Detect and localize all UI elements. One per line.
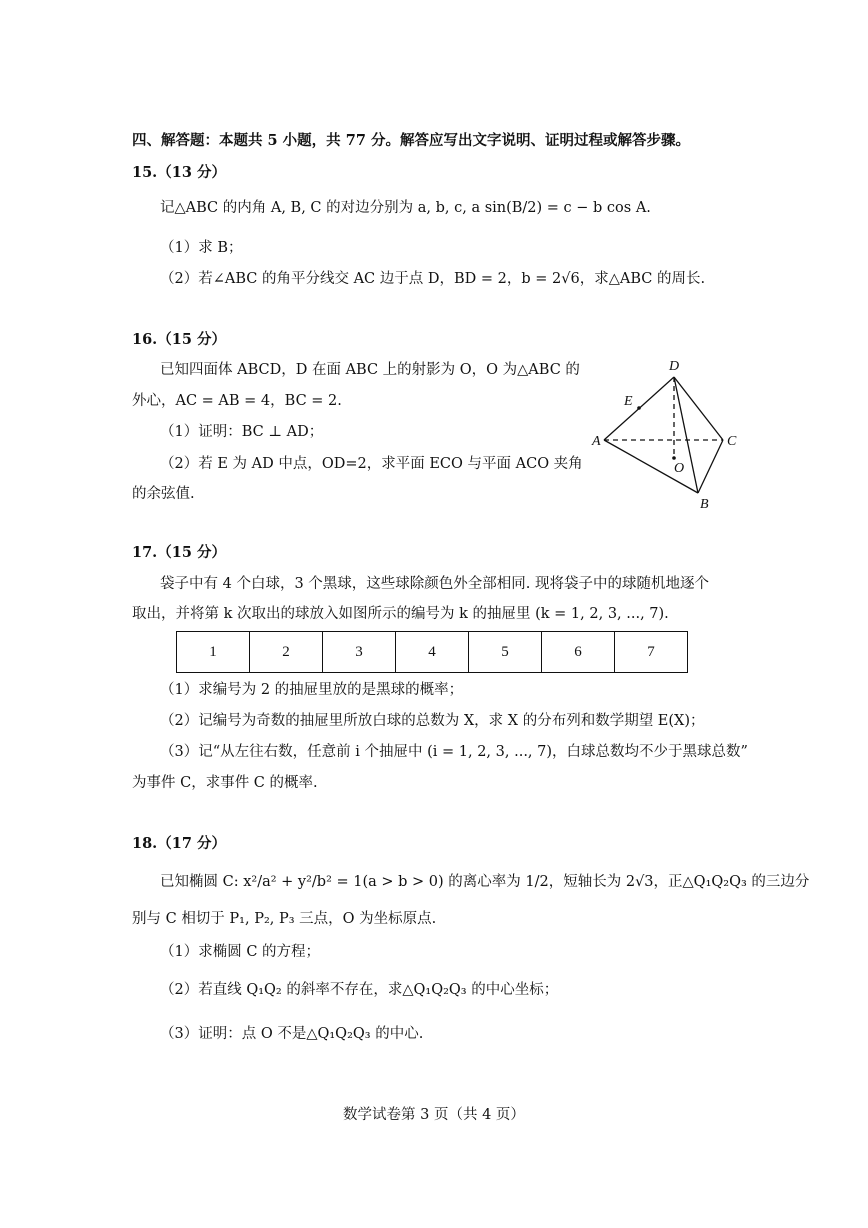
q18-stem-line1: 已知椭圆 C: x²/a² + y²/b² = 1(a > b > 0) 的离心率为 1/2，短轴长为 2√3，正△Q₁Q₂Q₃ 的三边分 <box>160 874 810 890</box>
label-o: O <box>674 461 685 476</box>
drawer-cell: 5 <box>469 632 542 673</box>
label-a: A <box>592 434 601 449</box>
drawer-cell: 3 <box>323 632 396 673</box>
q15-part1: （1）求 B； <box>160 240 243 256</box>
q17-part1: （1）求编号为 2 的抽屉里放的是黑球的概率； <box>160 682 464 698</box>
section-heading: 四、解答题：本题共 5 小题，共 77 分。解答应写出文字说明、证明过程或解答步骤。 <box>132 132 690 149</box>
label-b: B <box>700 497 709 512</box>
q16-header: 16.（15 分） <box>132 331 226 348</box>
label-d: D <box>669 359 680 374</box>
q16-stem-line1: 已知四面体 ABCD，D 在面 ABC 上的射影为 O，O 为△ABC 的 <box>160 362 580 378</box>
drawer-table <box>176 631 688 673</box>
q17-part2: （2）记编号为奇数的抽屉里所放白球的总数为 X，求 X 的分布列和数学期望 E(X)； <box>160 713 705 729</box>
q18-part1: （1）求椭圆 C 的方程； <box>160 944 321 960</box>
q17-part3-line2: 为事件 C，求事件 C 的概率. <box>132 775 318 791</box>
drawer-cell: 2 <box>250 632 323 673</box>
label-c: C <box>727 434 737 449</box>
q15-part2: （2）若∠ABC 的角平分线交 AC 边于点 D，BD = 2，b = 2√6，求△ABC 的周长. <box>160 271 706 287</box>
drawer-cell: 1 <box>177 632 250 673</box>
page-footer: 数学试卷第 3 页（共 4 页） <box>343 1107 525 1123</box>
q16-part1: （1）证明：BC ⊥ AD； <box>160 424 324 440</box>
point-o <box>672 456 676 460</box>
q16-part2-line1: （2）若 E 为 AD 中点，OD=2，求平面 ECO 与平面 ACO 夹角 <box>160 456 583 472</box>
q15-stem: 记△ABC 的内角 A, B, C 的对边分别为 a, b, c, a sin(B/2) = c − b cos A. <box>160 200 651 216</box>
drawer-cell: 4 <box>396 632 469 673</box>
label-e: E <box>624 394 633 409</box>
drawer-cell: 7 <box>615 632 688 673</box>
edge-cb <box>698 440 723 493</box>
q18-part2: （2）若直线 Q₁Q₂ 的斜率不存在，求△Q₁Q₂Q₃ 的中心坐标； <box>160 982 559 998</box>
q18-stem-line2: 别与 C 相切于 P₁, P₂, P₃ 三点，O 为坐标原点. <box>132 911 437 927</box>
q16-stem-line2: 外心，AC = AB = 4，BC = 2. <box>132 393 342 409</box>
q18-header: 18.（17 分） <box>132 835 226 852</box>
q17-header: 17.（15 分） <box>132 544 226 561</box>
point-e <box>637 406 641 410</box>
drawer-cell: 6 <box>542 632 615 673</box>
q18-part3: （3）证明：点 O 不是△Q₁Q₂Q₃ 的中心. <box>160 1026 424 1042</box>
q15-header: 15.（13 分） <box>132 164 226 181</box>
edge-dc <box>674 377 723 440</box>
q17-stem-line2: 取出，并将第 k 次取出的球放入如图所示的编号为 k 的抽屉里 (k = 1, 2, 3, ..., 7). <box>132 606 669 622</box>
q17-stem-line1: 袋子中有 4 个白球，3 个黑球，这些球除颜色外全部相同. 现将袋子中的球随机地逐个 <box>160 576 709 592</box>
q16-part2-line2: 的余弦值. <box>132 486 195 502</box>
tetrahedron-figure <box>588 352 748 517</box>
q17-part3-line1: （3）记“从左往右数，任意前 i 个抽屉中 (i = 1, 2, 3, ..., 7)，白球总数均不少于黑球总数” <box>160 744 748 760</box>
